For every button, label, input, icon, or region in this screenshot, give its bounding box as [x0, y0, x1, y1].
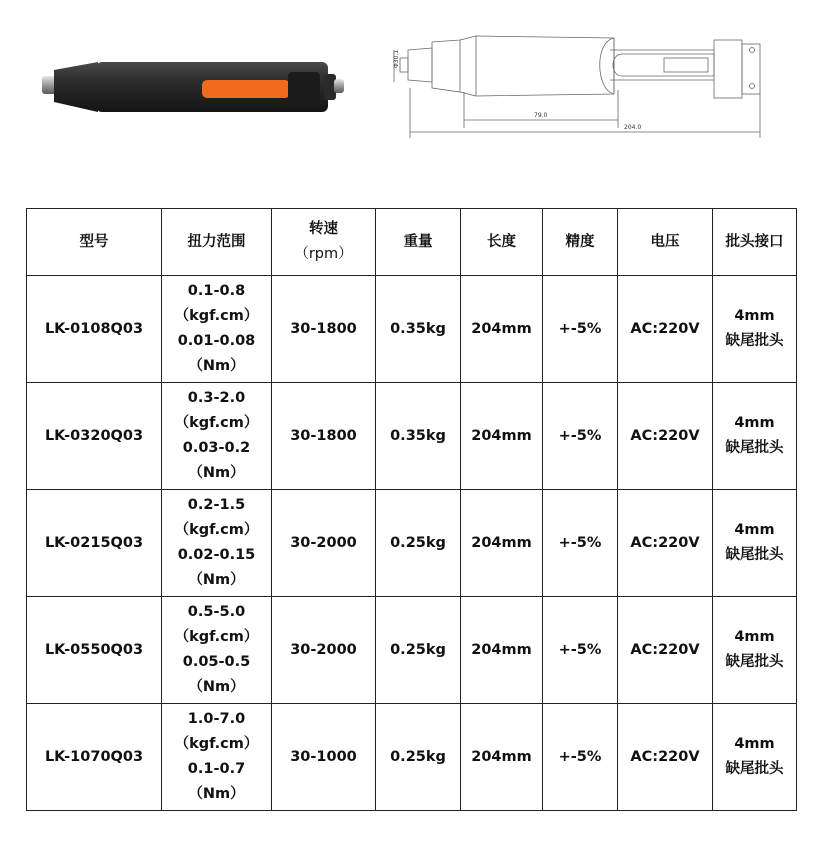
header-speed: 转速 （rpm）	[272, 209, 376, 276]
cell-voltage: AC:220V	[618, 383, 713, 490]
cell-weight: 0.35kg	[376, 276, 461, 383]
header-voltage: 电压	[618, 209, 713, 276]
cell-model: LK-0550Q03	[27, 597, 162, 704]
cell-torque: 0.1-0.8 （kgf.cm） 0.01-0.08 （Nm）	[162, 276, 272, 383]
header-torque: 扭力范围	[162, 209, 272, 276]
cell-accuracy: +-5%	[543, 276, 618, 383]
cell-weight: 0.25kg	[376, 704, 461, 811]
cell-weight: 0.35kg	[376, 383, 461, 490]
cell-bit: 4mm 缺尾批头	[713, 490, 797, 597]
cell-length: 204mm	[461, 490, 543, 597]
header-length: 长度	[461, 209, 543, 276]
cell-voltage: AC:220V	[618, 704, 713, 811]
cell-model: LK-0215Q03	[27, 490, 162, 597]
cell-voltage: AC:220V	[618, 276, 713, 383]
cell-weight: 0.25kg	[376, 490, 461, 597]
cell-length: 204mm	[461, 383, 543, 490]
dimension-drawing	[384, 28, 784, 148]
cell-torque: 0.5-5.0 （kgf.cm） 0.05-0.5 （Nm）	[162, 597, 272, 704]
cell-length: 204mm	[461, 704, 543, 811]
spec-table	[26, 208, 797, 811]
cell-accuracy: +-5%	[543, 704, 618, 811]
cell-speed: 30-2000	[272, 597, 376, 704]
header-bit: 批头接口	[713, 209, 797, 276]
cell-length: 204mm	[461, 597, 543, 704]
cell-torque: 1.0-7.0 （kgf.cm） 0.1-0.7 （Nm）	[162, 704, 272, 811]
cell-bit: 4mm 缺尾批头	[713, 597, 797, 704]
header-weight: 重量	[376, 209, 461, 276]
cell-voltage: AC:220V	[618, 597, 713, 704]
header-model: 型号	[27, 209, 162, 276]
cell-model: LK-0108Q03	[27, 276, 162, 383]
cell-accuracy: +-5%	[543, 597, 618, 704]
cell-voltage: AC:220V	[618, 490, 713, 597]
cell-length: 204mm	[461, 276, 543, 383]
electric-screwdriver-photo	[40, 52, 352, 122]
cell-speed: 30-1000	[272, 704, 376, 811]
cell-speed: 30-2000	[272, 490, 376, 597]
cell-speed: 30-1800	[272, 383, 376, 490]
table-row	[27, 704, 797, 811]
header-accuracy: 精度	[543, 209, 618, 276]
cell-accuracy: +-5%	[543, 490, 618, 597]
table-row	[27, 490, 797, 597]
table-row	[27, 597, 797, 704]
cell-weight: 0.25kg	[376, 597, 461, 704]
dim-total: 204.0	[624, 124, 642, 131]
table-row	[27, 383, 797, 490]
cell-bit: 4mm 缺尾批头	[713, 704, 797, 811]
header-row	[27, 209, 797, 276]
cell-torque: 0.3-2.0 （kgf.cm） 0.03-0.2 （Nm）	[162, 383, 272, 490]
cell-accuracy: +-5%	[543, 383, 618, 490]
cell-torque: 0.2-1.5 （kgf.cm） 0.02-0.15 （Nm）	[162, 490, 272, 597]
cell-speed: 30-1800	[272, 276, 376, 383]
cell-bit: 4mm 缺尾批头	[713, 276, 797, 383]
cell-model: LK-0320Q03	[27, 383, 162, 490]
dim-diameter: Φ30.1	[393, 49, 400, 68]
cell-model: LK-1070Q03	[27, 704, 162, 811]
table-row	[27, 276, 797, 383]
dim-mid: 79.0	[534, 112, 548, 119]
cell-bit: 4mm 缺尾批头	[713, 383, 797, 490]
